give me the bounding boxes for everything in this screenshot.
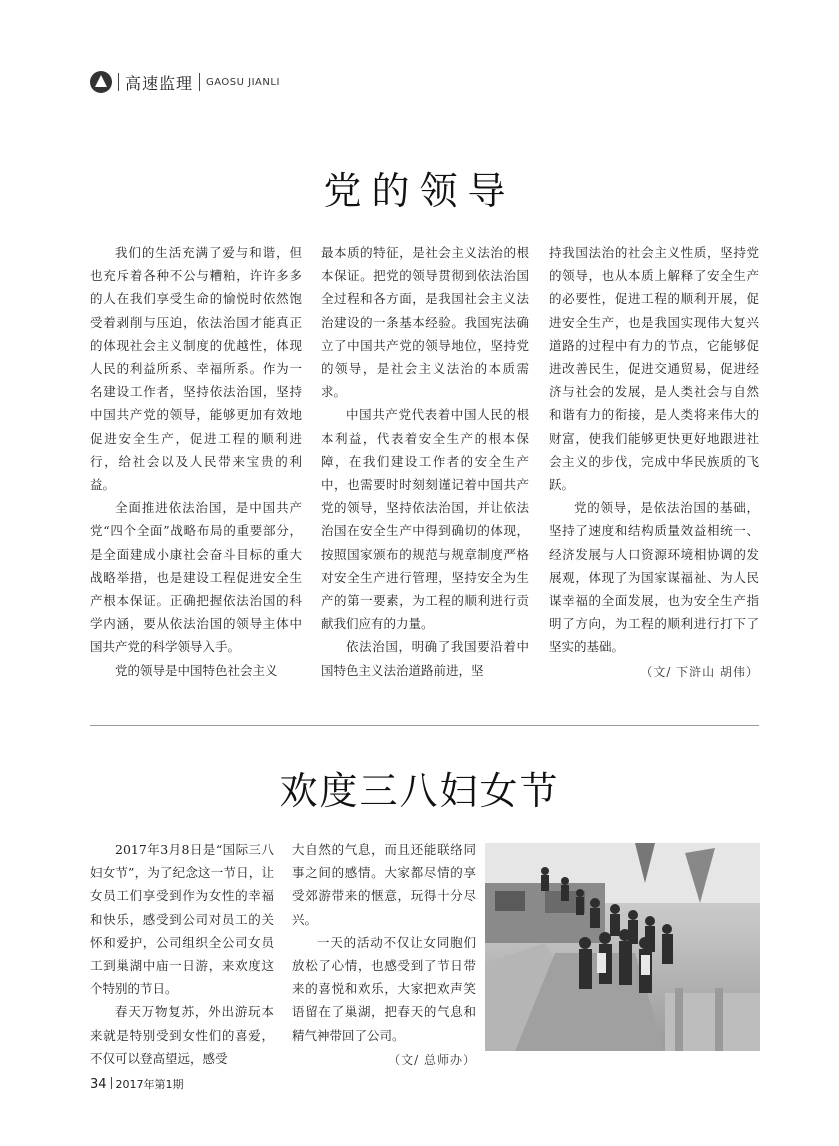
article1-column-1 <box>90 241 302 682</box>
footer-divider <box>111 1077 112 1089</box>
paragraph: 中国共产党代表着中国人民的根本利益，代表着安全生产的根本保障，在我们建设工作者的安全生产中，也需要时时刻刻谨记着中国共产党的领导，坚持依法治国，并让依法治国在安全生产中得到确切的体现，按照国家颁布的规范与规章制度严格对安全生产进行管理，坚持安全为生产的第一要素，为工程的顺利进行贡献我们应有的力量。 <box>321 407 529 632</box>
magazine-name-en: GAOSU JIANLI <box>206 76 280 88</box>
article2-column-1 <box>90 838 274 1070</box>
paragraph: 春天万物复苏，外出游玩本来就是特别受到女性们的喜爱，不仅可以登高望远，感受 <box>90 1004 274 1066</box>
article2-column-2 <box>292 838 476 1072</box>
page-footer <box>90 1076 184 1092</box>
article2-signature: （文/ 总师办） <box>388 1052 476 1067</box>
article2-title: 欢度三八妇女节 <box>279 769 560 813</box>
paragraph: 大自然的气息，而且还能联络同事之间的感情。大家都尽情的享受郊游带来的惬意，玩得十分尽兴。 <box>292 842 476 927</box>
paragraph: 一天的活动不仅让女同胞们放松了心情，也感受到了节日带来的喜悦和欢乐，大家把欢声笑语留在了巢湖，把春天的气息和精气神带回了公司。 <box>292 934 476 1043</box>
paragraph: 全面推进依法治国，是中国共产党“四个全面”战略布局的重要部分，是全面建成小康社会奋斗目标的重大战略举措，也是建设工程促进安全生产根本保证。正确把握依法治国的科学内涵，要从依法治国的领导主体中国共产党的科学领导入手。 <box>90 500 302 655</box>
group-photo <box>485 843 760 1051</box>
paragraph: 我们的生活充满了爱与和谐，但也充斥着各种不公与糟粕，许许多多的人在我们享受生命的愉悦时依然饱受着剥削与压迫，依法治国才能真正的体现社会主义制度的优越性，体现人民的利益所系、幸福所系。作为一名建设工作者，坚持依法治国，坚持中国共产党的领导，能够更加有效地促进安全生产，促进工程的顺利进行，给社会以及人民带来宝贵的利益。 <box>90 245 302 493</box>
header-divider <box>199 73 200 91</box>
magazine-header <box>90 70 280 94</box>
article1-title: 党的领导 <box>323 169 516 213</box>
article1-column-2 <box>321 241 529 682</box>
paragraph: 依法治国，明确了我国要沿着中国特色主义法治道路前进，坚 <box>321 639 529 678</box>
paragraph: 2017年3月8日是“国际三八妇女节”，为了纪念这一节日，让女员工们享受到作为女性的幸福和快乐，感受到公司对员工的关怀和爱护，公司组织全公司女员工到巢湖中庙一日游，来欢度这个特别的节日。 <box>90 842 274 997</box>
paragraph: 持我国法治的社会主义性质，坚持党的领导，也从本质上解释了安全生产的必要性，促进工程的顺利开展，促进安全生产，也是我国实现伟大复兴道路的过程中有力的节点，它能够促进改善民生，促进交通贸易，促进经济与社会的发展，是人类社会与自然和谐有力的衔接，是人类将来伟大的财富，使我们能够更快更好地跟进社会主义的步伐，完成中华民族质的飞跃。 <box>549 245 759 493</box>
article1-signature: （文/ 下浒山 胡伟） <box>640 664 759 679</box>
paragraph: 党的领导，是依法治国的基础，坚持了速度和结构质量效益相统一、经济发展与人口资源环境相协调的发展观，体现了为国家谋福祉、为人民谋幸福的全面发展，也为安全生产指明了方向，为工程的顺利进行打下了坚实的基础。 <box>549 500 759 655</box>
issue-label: 2017年第1期 <box>115 1078 184 1091</box>
magazine-logo-icon <box>90 71 112 93</box>
magazine-name-cn: 高速监理 <box>125 73 194 93</box>
section-divider <box>90 725 759 726</box>
header-divider <box>118 73 119 91</box>
article1-column-3 <box>549 241 759 684</box>
paragraph: 最本质的特征，是社会主义法治的根本保证。把党的领导贯彻到依法治国全过程和各方面，是我国社会主义法治建设的一条基本经验。我国宪法确立了中国共产党的领导地位，坚持党的领导，是社会主义法治的本质需求。 <box>321 245 529 400</box>
page-number: 34 <box>90 1077 107 1092</box>
paragraph: 党的领导是中国特色社会主义 <box>115 662 278 678</box>
